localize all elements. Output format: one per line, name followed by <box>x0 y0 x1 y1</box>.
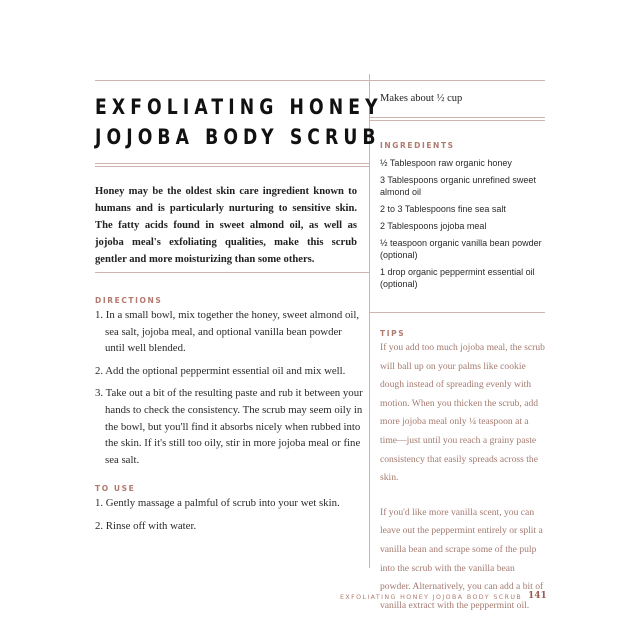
intro-paragraph: Honey may be the oldest skin care ingredient known to humans and is particularly nurturing to sensitive skin. The fatty acids found in sweet almond oil, as well as jojoba meal's exfoliating qualities, make this scrub gentler and more moisturizing than some others. <box>95 186 357 265</box>
intro-rule <box>95 272 369 273</box>
tips-section <box>380 329 545 631</box>
tip-paragraph: If you add too much jojoba meal, the scrub will ball up on your palms like cookie dough instead of spreading evenly with motion. When you thicken the scrub, add more jojoba meal only ¼ teaspoon at a time—just until you reach a grainy paste consistency that easily spreads across the skin. <box>380 342 545 484</box>
title-double-rule <box>95 163 369 167</box>
direction-step: 2. Add the optional peppermint essential oil and mix well. <box>95 364 346 377</box>
to-use-step: 1. Gently massage a palmful of scrub into your wet skin. <box>95 497 340 509</box>
directions-heading: DIRECTIONS <box>95 296 163 305</box>
page-number: 141 <box>528 591 547 601</box>
tip-paragraph: If you'd like more vanilla scent, you can leave out the peppermint entirely or split a vanilla bean and scrape some of the pulp into the scrub with the vanilla bean powder. Alternatively, you can add a bit of vanilla extract with the peppermint oil. <box>380 506 544 611</box>
directions-section <box>95 296 363 474</box>
to-use-step: 2. Rinse off with water. <box>95 519 197 532</box>
ingredients-section <box>380 141 545 295</box>
title-line: JOJOBA BODY SCRUB <box>95 125 381 149</box>
to-use-heading: TO USE <box>95 484 136 493</box>
running-footer: EXFOLIATING HONEY JOJOBA BODY SCRUB <box>340 594 523 601</box>
ingredient-item: 2 Tablespoons jojoba meal <box>380 221 487 231</box>
title-line: EXFOLIATING HONEY <box>95 95 383 119</box>
top-rule <box>95 80 545 81</box>
ingredient-item: 2 to 3 Tablespoons fine sea salt <box>380 204 506 214</box>
yield: Makes about ½ cup <box>380 93 463 104</box>
ingredients-rule <box>369 312 545 313</box>
direction-step: 1. In a small bowl, mix together the honey, sweet almond oil, sea salt, jojoba meal, and optional vanilla bean powder until well blended. <box>95 309 360 355</box>
ingredient-item: 3 Tablespoons organic unrefined sweet almond oil <box>380 175 536 197</box>
ingredient-item: ½ teaspoon organic vanilla bean powder (optional) <box>380 238 542 260</box>
ingredients-heading: INGREDIENTS <box>380 141 455 150</box>
tips-heading: TIPS <box>380 329 406 338</box>
yield-double-rule <box>369 117 545 121</box>
ingredient-item: ½ Tablespoon raw organic honey <box>380 158 512 168</box>
page-title <box>95 92 383 152</box>
ingredient-item: 1 drop organic peppermint essential oil (optional) <box>380 267 535 289</box>
to-use-section <box>95 484 363 540</box>
direction-step: 3. Take out a bit of the resulting paste and rub it between your hands to check the consistency. The scrub may seem oily in the bowl, but you'll find it absorbs nicely when rubbed into the skin. If it's still too oily, stir in more jojoba meal or fine sea salt. <box>95 387 363 466</box>
